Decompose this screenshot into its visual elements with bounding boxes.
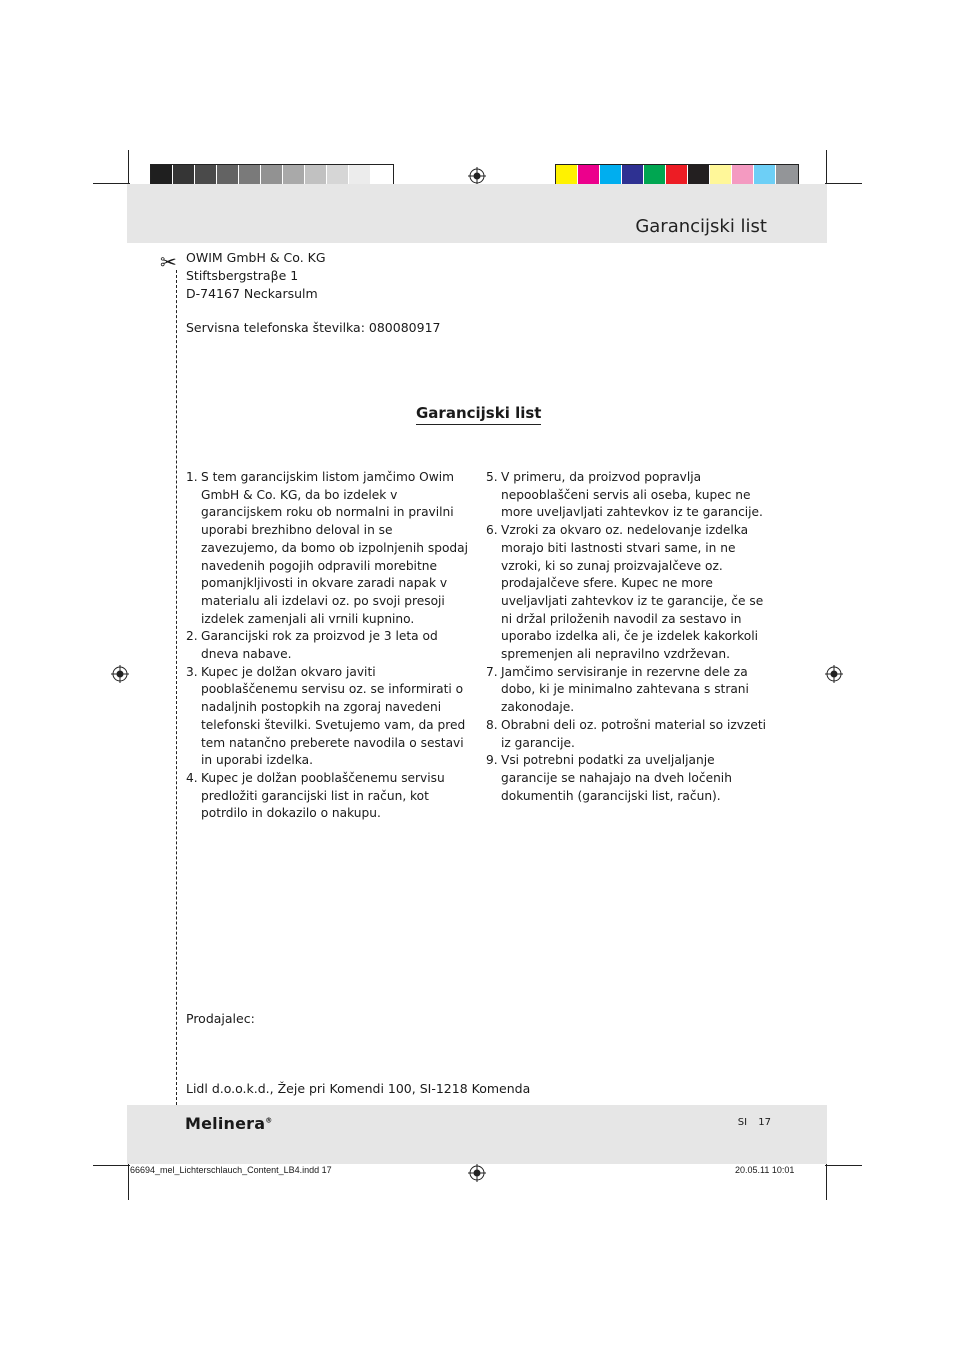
warranty-title: Garancijski list xyxy=(416,404,541,425)
condition-item xyxy=(186,469,471,628)
condition-item xyxy=(186,770,471,823)
condition-item xyxy=(486,664,771,717)
company-address xyxy=(186,249,326,303)
company-street: Stiftsbergstraβe 1 xyxy=(186,268,299,283)
condition-text: V primeru, da proizvod popravlja nepooblaščeni servis ali oseba, kupec ne more uveljavljati zahtevkov iz te garancije. xyxy=(501,470,763,520)
condition-text: Kupec je dolžan pooblaščenemu servisu predložiti garancijski list in račun, kot potrdilo in dokazilo o nakupu. xyxy=(201,770,445,821)
crop-mark xyxy=(93,183,130,184)
condition-number: 3. xyxy=(186,664,198,679)
conditions-right-column xyxy=(486,469,771,805)
header-band xyxy=(127,184,827,243)
slug-date: 20.05.11 10:01 xyxy=(735,1165,795,1175)
condition-item xyxy=(486,717,771,752)
condition-text: Obrabni deli oz. potrošni material so izvzeti iz garancije. xyxy=(501,717,766,750)
footer-band xyxy=(127,1105,827,1164)
condition-item xyxy=(186,664,471,770)
slug-file-info: 66694_mel_Lichterschlauch_Content_LB4.indd 17 xyxy=(130,1165,332,1175)
condition-text: Jamčimo servisiranje in rezervne dele za dobo, ki je minimalno zahtevana s strani zakonodaje. xyxy=(501,664,749,715)
condition-text: S tem garancijskim listom jamčimo Owim GmbH & Co. KG, da bo izdelek v garancijskem roku ob normalni in pravilni uporabi brezhibno deloval in se zavezujemo, da bomo ob izpolnjenih spodaj navedenih pogojih odpravili morebitne pomanjkljivosti in okvare zaradi napak v materialu ali izdelavi oz. po svoji presoji izdelek zamenjali ali vrnili kupnino. xyxy=(201,470,469,626)
registration-mark-icon xyxy=(825,665,843,683)
conditions-left-column xyxy=(186,469,471,823)
condition-number: 5. xyxy=(486,470,498,484)
condition-text: Vzroki za okvaro oz. nedelovanje izdelka morajo biti lastnosti stvari same, in ne vzroki, ki so zunaj proizvajalčeve oz. prodajalčeve sfere. Kupec ne more uveljavljati zahtevkov iz te garancije, če se ni držal priloženih navodil za sestavo in uporabo izdelka ali, če je izdelek kakorkoli spremenjen ali nepravilno vzdrževan. xyxy=(501,523,764,662)
service-phone: Servisna telefonska številka: 080080917 xyxy=(186,320,441,335)
crop-mark xyxy=(826,150,827,187)
condition-number: 1. xyxy=(186,470,198,484)
condition-item xyxy=(186,628,471,663)
company-city: D-74167 Neckarsulm xyxy=(186,286,318,301)
condition-number: 7. xyxy=(486,664,498,679)
condition-item xyxy=(486,522,771,664)
registration-mark-icon xyxy=(111,665,129,683)
brand-name: Melinera xyxy=(185,1114,266,1133)
condition-number: 4. xyxy=(186,770,198,785)
seller-address: Lidl d.o.o.k.d., Žeje pri Komendi 100, SI-1218 Komenda xyxy=(186,1081,531,1096)
crop-mark xyxy=(93,1165,130,1166)
registration-mark-icon xyxy=(468,1164,486,1182)
condition-number: 8. xyxy=(486,717,498,732)
condition-text: Vsi potrebni podatki za uveljaljanje garancije se nahajajo na dveh ločenih dokumentih (garancijski list, račun). xyxy=(501,753,732,803)
seller-label: Prodajalec: xyxy=(186,1011,255,1026)
page-title: Garancijski list xyxy=(635,216,767,237)
condition-number: 9. xyxy=(486,753,498,768)
scissors-icon: ✂ xyxy=(160,250,177,274)
page-number: SI 17 xyxy=(737,1117,771,1128)
brand-registered-mark: ® xyxy=(265,1116,273,1125)
crop-mark xyxy=(826,1163,827,1200)
condition-text: Kupec je dolžan okvaro javiti pooblaščenemu servisu oz. se informirati o nadaljnih postopkih na zgoraj navedeni telefonski številki. Svetujemo vam, da pred tem natančno preberete navodila o sestavi in uporabi izdelka. xyxy=(201,664,466,768)
registration-mark-icon xyxy=(468,167,486,185)
condition-item xyxy=(486,469,771,522)
crop-mark xyxy=(128,1163,129,1200)
crop-mark xyxy=(128,150,129,187)
brand-logo xyxy=(185,1114,272,1133)
crop-mark xyxy=(825,183,862,184)
cut-line xyxy=(176,270,177,1110)
condition-number: 6. xyxy=(486,523,498,538)
condition-item xyxy=(486,752,771,805)
crop-mark xyxy=(825,1165,862,1166)
condition-text: Garancijski rok za proizvod je 3 leta od dneva nabave. xyxy=(201,629,438,662)
condition-number: 2. xyxy=(186,629,198,644)
company-name: OWIM GmbH & Co. KG xyxy=(186,250,326,265)
